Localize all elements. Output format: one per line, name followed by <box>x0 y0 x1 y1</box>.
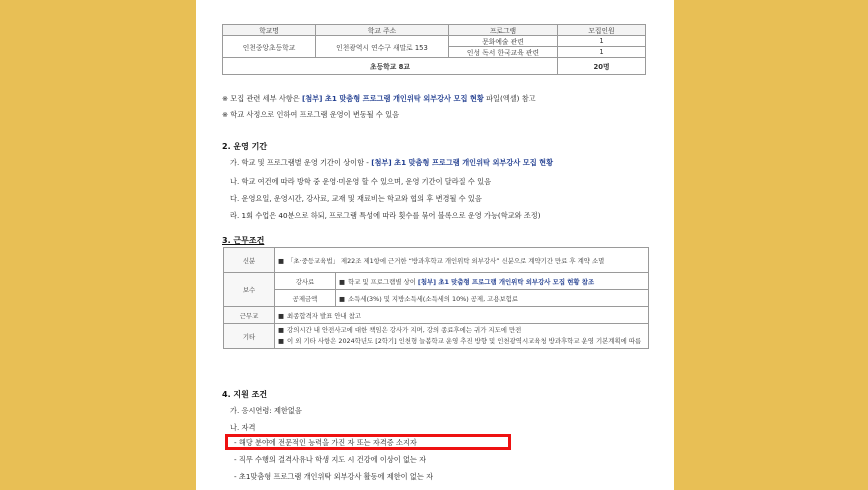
requirement-1: - 해당 분야에 전문적인 능력을 가진 자 또는 자격증 소지자 <box>234 438 417 447</box>
total-label: 초등학교 8교 <box>223 58 558 75</box>
school-name: 인천중앙초등학교 <box>223 36 316 58</box>
section-2-title: 2. 운영 기간 <box>222 142 268 151</box>
col-count: 모집인원 <box>558 25 646 36</box>
table-row <box>223 36 646 47</box>
table-row <box>224 307 649 324</box>
workplace-text: ■ 최종합격자 발표 안내 참고 <box>275 307 649 324</box>
recruitment-table <box>222 24 646 75</box>
section-2-item-c: 다. 운영요일, 운영시간, 강사료, 교재 및 재료비는 학교와 협의 후 변경될 수 있음 <box>230 194 482 203</box>
status-label: 신분 <box>224 248 275 273</box>
table-row <box>224 273 649 290</box>
deduct-text-content: 소득세(3%) 및 지방소득세(소득세의 10%) 공제, 고용보험료 <box>348 294 519 303</box>
section-3-title: 3. 근무조건 <box>222 236 265 245</box>
fee-text-content: 학교 및 프로그램별 상이 <box>348 277 418 286</box>
fee-link[interactable]: [첨부] 초1 맞춤형 프로그램 개인위탁 외부강사 모집 현황 참조 <box>417 277 595 286</box>
section-2-item-a <box>230 158 553 168</box>
table-row <box>224 248 649 273</box>
school-address: 인천광역시 연수구 새말로 153 <box>316 36 449 58</box>
table-row <box>224 290 649 307</box>
fee-label: 강사료 <box>275 273 336 290</box>
work-conditions-table <box>223 247 649 349</box>
note-1 <box>222 94 536 104</box>
table-row <box>224 324 649 349</box>
note-1-link[interactable]: [첨부] 초1 맞춤형 프로그램 개인위탁 외부강사 모집 현황 <box>301 94 484 103</box>
program-count: 1 <box>558 47 646 58</box>
program-name: 인성 독서 한국교육 관련 <box>449 47 558 58</box>
section-2-item-b: 나. 학교 여건에 따라 방학 중 운영·미운영 할 수 있으며, 운영 기간이 달라질 수 있음 <box>230 177 492 186</box>
section-2-item-d: 라. 1회 수업은 40분으로 하되, 프로그램 특성에 따라 횟수를 묶어 블록으로 운영 가능(학교와 조정) <box>230 211 541 220</box>
pay-label: 보수 <box>224 273 275 307</box>
col-school: 학교명 <box>223 25 316 36</box>
fee-text: ■ 학교 및 프로그램별 상이 [첨부] 초1 맞춤형 프로그램 개인위탁 외부강사 모집 현황 참조 <box>336 273 649 290</box>
col-program: 프로그램 <box>449 25 558 36</box>
note-1-suffix: 파일(엑셀) 참고 <box>483 94 536 103</box>
status-text-content: 「초·중등교육법」 제22조 제1항에 근거한 “방과후학교 개인위탁 외부강사” 신분으로 계약기간 만료 후 계약 소멸 <box>287 256 605 265</box>
other-line-1: ■ 강의시간 내 안전사고에 대한 책임은 강사가 지며, 강의 종료후에는 귀가 지도에 만전 <box>278 326 522 334</box>
requirement-2: - 직무 수행의 결격사유나 학생 지도 시 건강에 이상이 없는 자 <box>234 455 427 464</box>
program-count: 1 <box>558 36 646 47</box>
total-row <box>223 58 646 75</box>
document-page <box>196 0 674 490</box>
other-line-2: ■ 이 외 기타 사항은 2024학년도 [2학기] 인천형 늘봄학교 운영 추진 방향 및 인천광역시교육청 방과후학교 운영 기본계획에 따름 <box>278 337 642 345</box>
other-1-content: 강의시간 내 안전사고에 대한 책임은 강사가 지며, 강의 종료후에는 귀가 지도에 만전 <box>287 326 522 334</box>
section-2-item-a-text: 가. 학교 및 프로그램별 운영 기간이 상이함 - <box>230 158 372 167</box>
highlight-box <box>225 434 511 450</box>
note-1-prefix: ※ 모집 관련 세부 사항은 <box>222 94 302 103</box>
other-2-content: 이 외 기타 사항은 2024학년도 [2학기] 인천형 늘봄학교 운영 추진 방향 및 인천광역시교육청 방과후학교 운영 기본계획에 따름 <box>287 337 642 345</box>
status-text: ■ 「초·중등교육법」 제22조 제1항에 근거한 “방과후학교 개인위탁 외부강사” 신분으로 계약기간 만료 후 계약 소멸 <box>275 248 649 273</box>
requirement-3: - 초1맞춤형 프로그램 개인위탁 외부강사 활동에 제한이 없는 자 <box>234 472 434 481</box>
workplace-label: 근무교 <box>224 307 275 324</box>
other-text <box>275 324 649 349</box>
section-4-item-b: 나. 자격 <box>230 423 256 432</box>
deduct-label: 공제금액 <box>275 290 336 307</box>
section-2-item-a-link[interactable]: [첨부] 초1 맞춤형 프로그램 개인위탁 외부강사 모집 현황 <box>371 158 554 167</box>
other-label: 기타 <box>224 324 275 349</box>
deduct-text: ■ 소득세(3%) 및 지방소득세(소득세의 10%) 공제, 고용보험료 <box>336 290 649 307</box>
section-4-title: 4. 지원 조건 <box>222 390 268 399</box>
note-2: ※ 학교 사정으로 인하여 프로그램 운영이 변동될 수 있음 <box>222 110 400 119</box>
section-4-item-a: 가. 응시연령: 제한없음 <box>230 406 302 415</box>
col-address: 학교 주소 <box>316 25 449 36</box>
total-count: 20명 <box>558 58 646 75</box>
program-name: 문화예술 관련 <box>449 36 558 47</box>
workplace-text-content: 최종합격자 발표 안내 참고 <box>287 311 362 320</box>
